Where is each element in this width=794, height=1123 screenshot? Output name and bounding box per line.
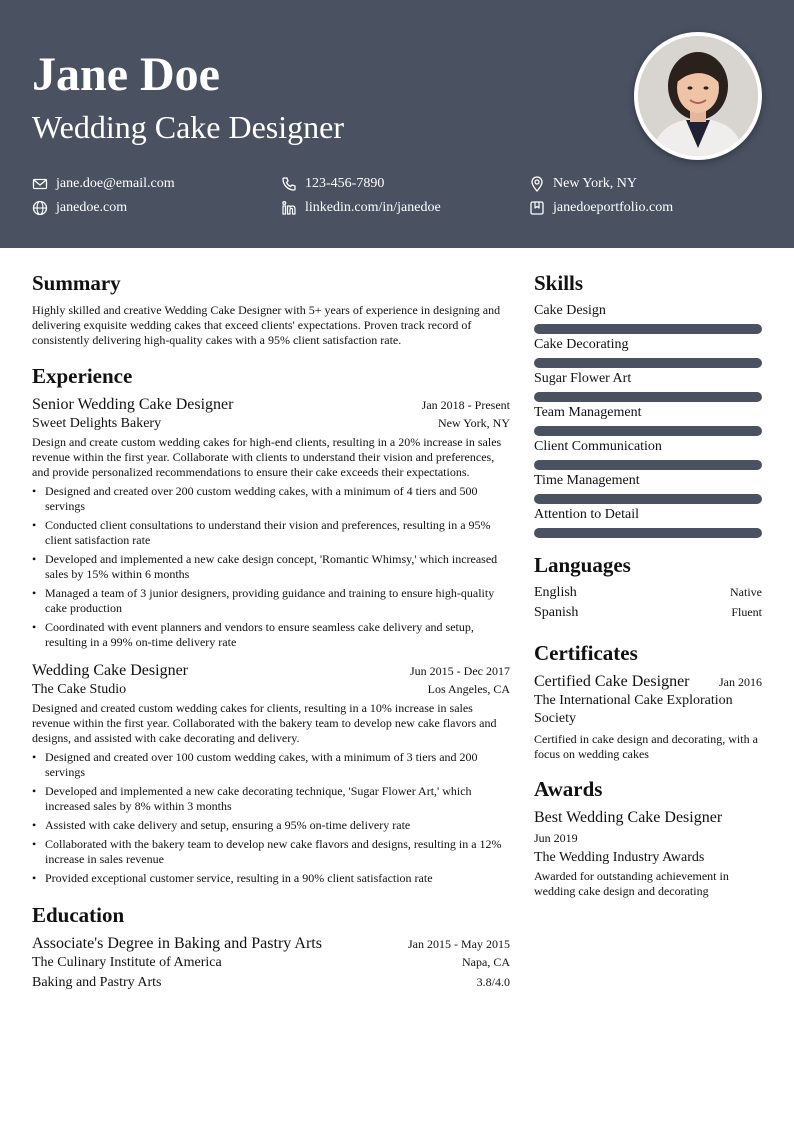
resume-header <box>0 0 794 248</box>
contact-location <box>529 175 637 193</box>
job-title-row <box>32 395 510 415</box>
job-bullets <box>32 750 510 886</box>
skill-name: Team Management <box>534 405 642 420</box>
contact-email[interactable] <box>32 175 175 193</box>
list-item: • Designed and created over 100 custom wedding cakes, with a minimum of 3 tiers and 200 servings <box>32 750 510 780</box>
education-field-row <box>32 974 510 992</box>
job-role: Senior Wedding Cake Designer <box>32 396 234 413</box>
job-location: Los Angeles, CA <box>427 682 510 696</box>
contact-website-text: janedoe.com <box>56 200 128 215</box>
skills-heading: Skills <box>534 271 584 295</box>
certificate-title-row <box>534 672 762 692</box>
education-degree: Associate's Degree in Baking and Pastry Arts <box>32 935 322 952</box>
job-dates: Jan 2018 - Present <box>421 398 510 412</box>
list-item: • Conducted client consultations to understand their vision and preferences, resulting in a 95% client satisfaction rate <box>32 518 510 548</box>
list-item: • Provided exceptional customer service, resulting in a 90% client satisfaction rate <box>32 871 510 886</box>
skill-item <box>534 438 762 470</box>
skill-item <box>534 302 762 334</box>
award-name: Best Wedding Cake Designer <box>534 809 723 826</box>
language-name: English <box>534 585 577 600</box>
languages-heading: Languages <box>534 553 631 577</box>
contact-email-text: jane.doe@email.com <box>56 176 175 191</box>
skill-item <box>534 472 762 504</box>
skill-level-bar <box>534 460 762 470</box>
language-item <box>534 604 762 622</box>
list-item: • Collaborated with the bakery team to develop new cake flavors and designs, resulting in a 12% increase in sales revenue <box>32 837 510 867</box>
list-item: • Developed and implemented a new cake decorating technique, 'Sugar Flower Art,' which increased sales by 8% within 3 months <box>32 784 510 814</box>
awards-heading: Awards <box>534 777 603 801</box>
contact-phone-text: 123-456-7890 <box>305 176 385 191</box>
education-gpa: 3.8/4.0 <box>476 975 510 989</box>
skill-name: Client Communication <box>534 439 662 454</box>
education-heading: Education <box>32 903 125 927</box>
certificate-issuer: The International Cake Exploration Society <box>534 693 733 726</box>
skill-name: Cake Design <box>534 303 606 318</box>
skill-level-bar <box>534 358 762 368</box>
education-degree-row <box>32 934 510 954</box>
profile-photo <box>634 32 762 160</box>
summary-text: Highly skilled and creative Wedding Cake Designer with 5+ years of experience in designing and delivering exquisite wedding cakes that exceed clients' expectations. Proven track record of consistently delivering high-quality cakes with a 95% client satisfaction rate. <box>32 303 501 347</box>
certificate-entry <box>534 672 762 762</box>
job-company-row <box>32 681 510 699</box>
job-role: Wedding Cake Designer <box>32 662 188 679</box>
language-level: Native <box>730 585 762 599</box>
candidate-name: Jane Doe <box>32 48 220 101</box>
contact-linkedin[interactable] <box>281 199 441 217</box>
skill-level-bar <box>534 324 762 334</box>
education-location: Napa, CA <box>462 955 510 969</box>
experience-heading: Experience <box>32 364 133 388</box>
job-entry <box>32 395 510 650</box>
job-company: The Cake Studio <box>32 682 127 697</box>
linkedin-icon <box>281 200 297 216</box>
skills-list <box>534 302 762 538</box>
main-column <box>32 270 510 992</box>
languages-list <box>534 584 762 622</box>
language-name: Spanish <box>534 605 579 620</box>
education-school: The Culinary Institute of America <box>32 955 222 970</box>
skill-item <box>534 404 762 436</box>
skill-name: Cake Decorating <box>534 337 629 352</box>
location-icon <box>529 176 545 192</box>
certificate-name: Certified Cake Designer <box>534 673 690 690</box>
summary-heading: Summary <box>32 271 121 295</box>
education-entry <box>32 934 510 992</box>
certificates-heading: Certificates <box>534 641 638 665</box>
skill-level-bar <box>534 494 762 504</box>
award-description: Awarded for outstanding achievement in wedding cake design and decorating <box>534 869 729 898</box>
job-bullets <box>32 484 510 650</box>
list-item: • Designed and created over 200 custom wedding cakes, with a minimum of 4 tiers and 500 servings <box>32 484 510 514</box>
job-description: Designed and created custom wedding cakes for clients, resulting in a 10% increase in sales revenue within the first year. Collaborated with the bakery team to develop new cake flavors and designs, and assisted with cake decorating and delivery. <box>32 701 497 745</box>
list-item: • Assisted with cake delivery and setup, ensuring a 95% on-time delivery rate <box>32 818 510 833</box>
phone-icon <box>281 176 297 192</box>
list-item: • Developed and implemented a new cake design concept, 'Romantic Whimsy,' which increased sales by 15% within 6 months <box>32 552 510 582</box>
list-item: • Managed a team of 3 junior designers, providing guidance and training to ensure high-quality cake production <box>32 586 510 616</box>
job-title-row <box>32 661 510 681</box>
education-school-row <box>32 954 510 972</box>
certificate-description: Certified in cake design and decorating, with a focus on wedding cakes <box>534 732 758 761</box>
job-location: New York, NY <box>437 416 510 430</box>
job-description: Design and create custom wedding cakes for high-end clients, resulting in a 20% increase in sales revenue within the first year. Collaborate with clients to understand their vision and preferences, and provide personalized recommendations to ensure their cake exceeds their expectations. <box>32 435 502 479</box>
award-date: Jun 2019 <box>534 831 578 845</box>
skill-name: Sugar Flower Art <box>534 371 632 386</box>
language-level: Fluent <box>731 605 762 619</box>
sidebar-column <box>534 270 762 899</box>
skill-item <box>534 336 762 368</box>
certificate-date: Jan 2016 <box>719 675 762 689</box>
contact-portfolio-text: janedoeportfolio.com <box>553 200 674 215</box>
contact-portfolio[interactable] <box>529 199 673 217</box>
skill-name: Attention to Detail <box>534 507 639 522</box>
education-field: Baking and Pastry Arts <box>32 975 162 990</box>
contact-linkedin-text: linkedin.com/in/janedoe <box>305 200 441 215</box>
job-dates: Jun 2015 - Dec 2017 <box>410 664 510 678</box>
contact-website[interactable] <box>32 199 127 217</box>
job-company: Sweet Delights Bakery <box>32 416 162 431</box>
skill-level-bar <box>534 392 762 402</box>
award-entry <box>534 808 762 899</box>
language-item <box>534 584 762 602</box>
skill-item <box>534 370 762 402</box>
portfolio-icon <box>529 200 545 216</box>
skill-level-bar <box>534 426 762 436</box>
award-issuer: The Wedding Industry Awards <box>534 850 705 865</box>
skill-name: Time Management <box>534 473 640 488</box>
job-entry <box>32 661 510 886</box>
contact-location-text: New York, NY <box>553 176 638 191</box>
contact-phone[interactable] <box>281 175 384 193</box>
list-item: • Coordinated with event planners and vendors to ensure seamless cake delivery and setup, resulting in a 99% on-time delivery rate <box>32 620 510 650</box>
skill-item <box>534 506 762 538</box>
job-company-row <box>32 415 510 433</box>
education-dates: Jan 2015 - May 2015 <box>408 937 510 951</box>
skill-level-bar <box>534 528 762 538</box>
globe-icon <box>32 200 48 216</box>
candidate-title: Wedding Cake Designer <box>32 109 344 145</box>
mail-icon <box>32 176 48 192</box>
